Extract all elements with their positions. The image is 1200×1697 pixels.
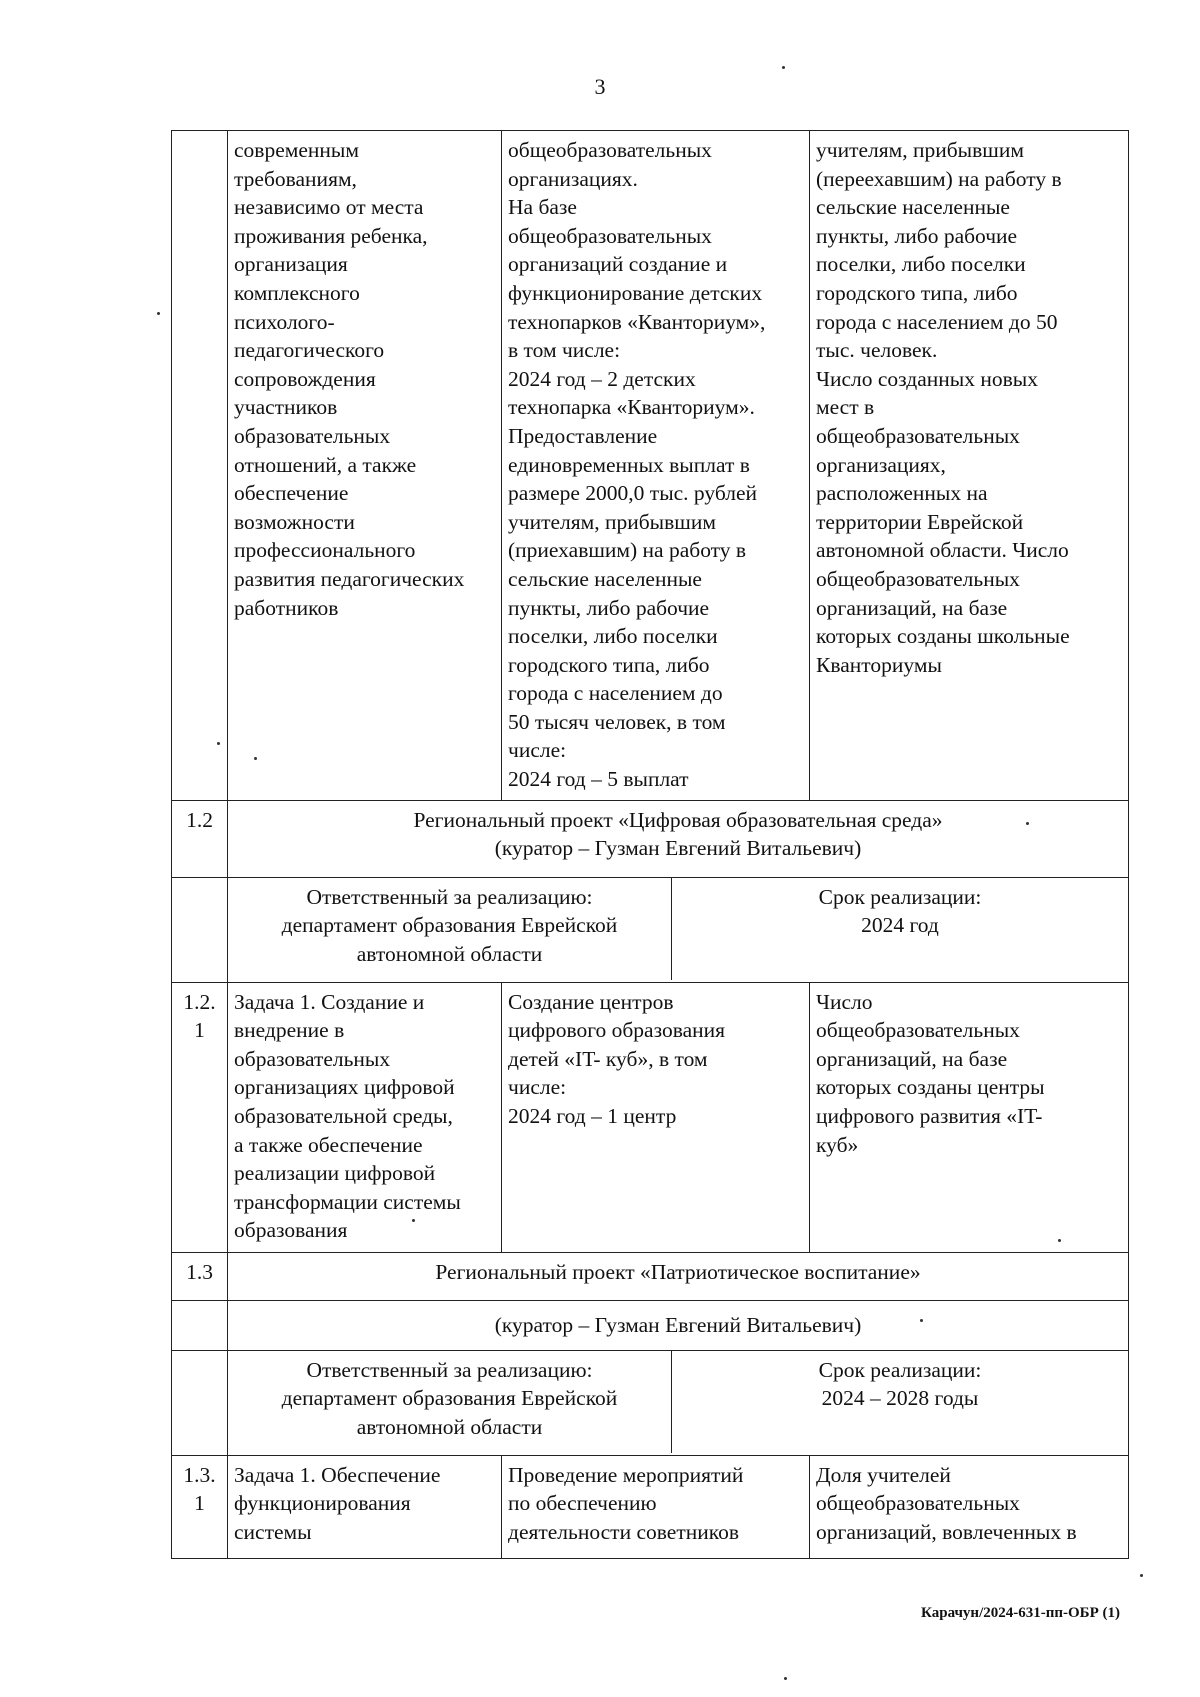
row-number: 1.2: [172, 800, 228, 877]
text-line: (переехавшим) на работу в: [816, 166, 1062, 191]
text-line: технопарка «Кванториум».: [508, 395, 755, 420]
indicator-cell: [810, 982, 1129, 1252]
text-line: мест в: [816, 395, 875, 420]
text-line: общеобразовательных: [508, 138, 712, 162]
text-line: числе:: [508, 1075, 567, 1100]
table-row-continuation: [172, 131, 1129, 801]
text-line: Срок реализации:: [818, 884, 982, 909]
text-line: 1: [194, 1491, 205, 1516]
text-line: расположенных на: [816, 481, 988, 506]
text-line: общеобразовательных: [508, 223, 712, 248]
text-line: проживания ребенка,: [234, 223, 428, 248]
text-line: единовременных выплат в: [508, 452, 750, 477]
text-line: технопарков «Кванториум»,: [508, 309, 766, 334]
text-line: педагогического: [234, 338, 385, 363]
text-line: развития педагогических: [234, 566, 465, 591]
text-line: комплексного: [234, 280, 360, 305]
scan-speck: [217, 742, 220, 745]
text-line: Создание центров: [508, 989, 674, 1014]
text-line: территории Еврейской: [816, 509, 1024, 534]
text-line: организациях цифровой: [234, 1075, 455, 1100]
text-line: внедрение в: [234, 1018, 345, 1043]
text-line: Срок реализации:: [818, 1357, 982, 1382]
text-line: участников: [234, 395, 338, 420]
text-line: возможности: [234, 509, 355, 534]
row-number-cell: [172, 1300, 228, 1350]
text-line: На базе: [508, 195, 577, 220]
text-line: 2024 год – 1 центр: [508, 1104, 677, 1129]
text-line: 2024 год: [861, 913, 939, 938]
text-line: образовательной среды,: [234, 1104, 453, 1129]
text-line: Кванториумы: [816, 652, 942, 677]
text-line: а также обеспечение: [234, 1132, 423, 1157]
row-number: [172, 1455, 228, 1558]
text-line: организаций создание и: [508, 252, 728, 277]
text-line: автономной области: [356, 1414, 543, 1439]
scan-speck: [412, 1219, 415, 1222]
text-line: 1.2.: [183, 989, 216, 1014]
text-line: которых созданы центры: [816, 1075, 1045, 1100]
scan-speck: [1026, 822, 1029, 825]
page-number: 3: [594, 74, 606, 99]
text-line: требованиям,: [234, 166, 357, 191]
text-line: системы: [234, 1519, 312, 1544]
text-line: (куратор – Гузман Евгений Витальевич): [494, 836, 862, 861]
text-line: автономной области. Число: [816, 538, 1069, 563]
row-number-cell: [172, 1350, 228, 1455]
text-line: размере 2000,0 тыс. рублей: [508, 481, 758, 506]
scan-speck: [254, 757, 257, 760]
text-line: департамент образования Еврейской: [281, 913, 618, 938]
responsible-cell: [228, 1351, 672, 1453]
text-line: общеобразовательных: [816, 1491, 1020, 1516]
project-title: Региональный проект «Патриотическое воспитание»: [228, 1252, 1129, 1300]
text-line: которых созданы школьные: [816, 624, 1070, 649]
text-line: куб»: [816, 1132, 859, 1157]
activity-cell: [502, 131, 810, 801]
text-line: Региональный проект «Цифровая образовательная среда»: [413, 807, 943, 832]
text-line: Задача 1. Обеспечение: [234, 1462, 441, 1487]
scan-speck: [784, 1677, 787, 1680]
text-line: автономной области: [356, 941, 543, 966]
project-title: [228, 800, 1129, 877]
text-line: сельские населенные: [816, 195, 1010, 220]
table-row-curator-1-3: [172, 1300, 1129, 1350]
text-line: организаций, на базе: [816, 595, 1008, 620]
text-line: общеобразовательных: [816, 566, 1020, 591]
responsible-cell: [228, 878, 672, 980]
text-line: департамент образования Еврейской: [281, 1386, 618, 1411]
task-cell: [228, 982, 502, 1252]
text-line: Проведение мероприятий: [508, 1462, 744, 1487]
text-line: городского типа, либо: [508, 652, 710, 677]
text-line: образовательных: [234, 423, 391, 448]
activity-cell: [502, 1455, 810, 1558]
table-row-task-1-3-1: [172, 1455, 1129, 1558]
text-line: Ответственный за реализацию:: [306, 1357, 593, 1382]
task-cell: [228, 1455, 502, 1558]
row-number-cell: [172, 131, 228, 801]
text-line: общеобразовательных: [816, 1018, 1020, 1043]
text-line: Число созданных новых: [816, 366, 1038, 391]
text-line: реализации цифровой: [234, 1161, 436, 1186]
text-line: независимо от места: [234, 195, 424, 220]
text-line: поселки, либо поселки: [508, 624, 718, 649]
task-cell: [228, 131, 502, 801]
text-line: (приехавшим) на работу в: [508, 538, 747, 563]
text-line: сопровождения: [234, 366, 376, 391]
text-line: 1.3.: [183, 1462, 216, 1487]
scan-speck: [1058, 1239, 1061, 1242]
text-line: города с населением до: [508, 681, 723, 706]
text-line: образования: [234, 1218, 348, 1243]
text-line: общеобразовательных: [816, 423, 1020, 448]
text-line: организаций, на базе: [816, 1046, 1008, 1071]
text-line: 50 тысяч человек, в том: [508, 709, 726, 734]
text-line: 1: [194, 1018, 205, 1043]
scan-speck: [157, 312, 160, 315]
table-row-task-1-2-1: [172, 982, 1129, 1252]
text-line: психолого-: [234, 309, 335, 334]
text-line: деятельности советников: [508, 1519, 739, 1544]
table-row-project-1-2: [172, 800, 1129, 877]
text-line: Доля учителей: [816, 1462, 951, 1487]
document-code: Карачун/2024-631-пп-ОБР (1): [921, 1605, 1120, 1621]
text-line: профессионального: [234, 538, 416, 563]
text-line: функционирования: [234, 1491, 411, 1516]
project-curator: (куратор – Гузман Евгений Витальевич): [228, 1300, 1129, 1350]
text-line: современным: [234, 138, 359, 162]
program-table: [171, 130, 1128, 1559]
text-line: отношений, а также: [234, 452, 417, 477]
text-line: 2024 год – 5 выплат: [508, 767, 689, 792]
text-line: в том числе:: [508, 338, 621, 363]
table-row-project-1-3: [172, 1252, 1129, 1300]
text-line: организация: [234, 252, 348, 277]
scan-speck: [782, 66, 785, 69]
text-line: Ответственный за реализацию:: [306, 884, 593, 909]
indicator-cell: [810, 1455, 1129, 1558]
text-line: числе:: [508, 738, 567, 763]
text-line: тыс. человек.: [816, 338, 938, 363]
text-line: трансформации системы: [234, 1189, 461, 1214]
text-line: образовательных: [234, 1046, 391, 1071]
text-line: 2024 год – 2 детских: [508, 366, 696, 391]
text-line: организаций, вовлеченных в: [816, 1519, 1077, 1544]
text-line: организациях,: [816, 452, 946, 477]
activity-cell: [502, 982, 810, 1252]
row-number: [172, 982, 228, 1252]
text-line: городского типа, либо: [816, 280, 1018, 305]
term-cell: [672, 1351, 1129, 1453]
text-line: 2024 – 2028 годы: [821, 1386, 979, 1411]
table-row-responsible-1-3: [172, 1350, 1129, 1455]
row-number: 1.3: [172, 1252, 228, 1300]
scan-speck: [1140, 1574, 1143, 1577]
text-line: Предоставление: [508, 423, 658, 448]
text-line: функционирование детских: [508, 280, 763, 305]
text-line: пункты, либо рабочие: [508, 595, 710, 620]
text-line: цифрового образования: [508, 1018, 726, 1043]
row-number-cell: [172, 877, 228, 982]
text-line: работников: [234, 595, 339, 620]
text-line: города с населением до 50: [816, 309, 1058, 334]
text-line: детей «IT- куб», в том: [508, 1046, 708, 1071]
text-line: сельские населенные: [508, 566, 702, 591]
text-line: учителям, прибывшим: [816, 138, 1024, 162]
text-line: организациях.: [508, 166, 638, 191]
table-row-responsible-1-2: [172, 877, 1129, 982]
text-line: пункты, либо рабочие: [816, 223, 1018, 248]
text-line: обеспечение: [234, 481, 349, 506]
indicator-cell: [810, 131, 1129, 801]
text-line: поселки, либо поселки: [816, 252, 1026, 277]
term-cell: [672, 878, 1129, 980]
text-line: учителям, прибывшим: [508, 509, 716, 534]
text-line: Задача 1. Создание и: [234, 989, 425, 1014]
scan-speck: [920, 1319, 923, 1322]
text-line: Число: [816, 989, 873, 1014]
text-line: цифрового развития «IT-: [816, 1104, 1043, 1129]
text-line: по обеспечению: [508, 1491, 657, 1516]
